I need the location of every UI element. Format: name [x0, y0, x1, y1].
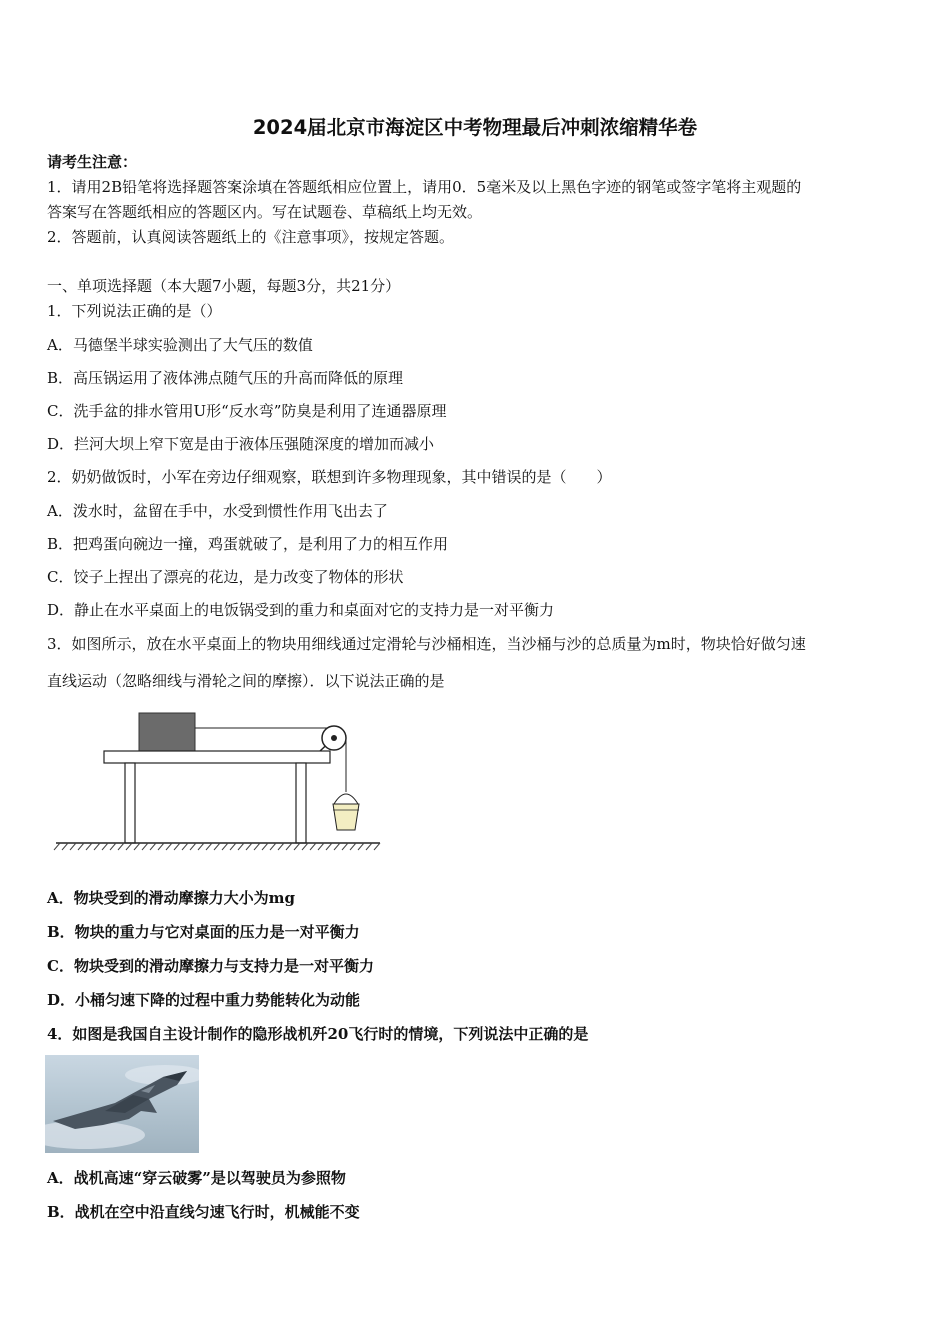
stealth-fighter-photo — [45, 1055, 199, 1153]
bucket-handle — [334, 794, 358, 804]
block — [139, 713, 195, 751]
question-3-option-d: D．小桶匀速下降的过程中重力势能转化为动能 — [47, 991, 361, 1009]
notice-heading: 请考生注意： — [47, 153, 138, 171]
ground-hatching — [54, 843, 380, 850]
section-heading: 一、单项选择题（本大题7小题，每题3分，共21分） — [47, 277, 401, 295]
fighter-jet-icon — [45, 1055, 199, 1153]
question-4-stem: 4．如图是我国自主设计制作的隐形战机歼20飞行时的情境，下列说法中正确的是 — [47, 1025, 589, 1043]
tabletop — [104, 751, 330, 763]
question-1-option-b: B．高压锅运用了液体沸点随气压的升高而降低的原理 — [47, 369, 404, 387]
question-4-option-b: B．战机在空中沿直线匀速飞行时，机械能不变 — [47, 1203, 360, 1221]
table-leg-left — [125, 763, 135, 843]
question-3-stem-line-2: 直线运动（忽略细线与滑轮之间的摩擦）．以下说法正确的是 — [47, 672, 445, 690]
question-2-option-b: B．把鸡蛋向碗边一撞，鸡蛋就破了，是利用了力的相互作用 — [47, 535, 449, 553]
question-1-option-c: C．洗手盆的排水管用U形“反水弯”防臭是利用了连通器原理 — [47, 402, 447, 420]
question-2-option-d: D．静止在水平桌面上的电饭锅受到的重力和桌面对它的支持力是一对平衡力 — [47, 601, 555, 619]
sand-bucket — [333, 804, 359, 830]
pulley-table-figure — [50, 700, 390, 860]
question-3-option-a: A．物块受到的滑动摩擦力大小为mg — [47, 889, 295, 907]
notice-item-2: 2．答题前，认真阅读答题纸上的《注意事项》，按规定答题。 — [47, 228, 455, 246]
notice-item-1-line-1: 1．请用2B铅笔将选择题答案涂填在答题纸相应位置上，请用0．5毫米及以上黑色字迹的钢笔或签字笔将主观题的 — [47, 178, 802, 196]
question-2-option-a: A．泼水时，盆留在手中，水受到惯性作用飞出去了 — [47, 502, 388, 520]
question-1-option-a: A．马德堡半球实验测出了大气压的数值 — [47, 336, 313, 354]
question-2-option-c: C．饺子上捏出了漂亮的花边，是力改变了物体的形状 — [47, 568, 404, 586]
question-1-stem: 1．下列说法正确的是（） — [47, 302, 222, 320]
question-3-option-c: C．物块受到的滑动摩擦力与支持力是一对平衡力 — [47, 957, 374, 975]
question-4-option-a: A．战机高速“穿云破雾”是以驾驶员为参照物 — [47, 1169, 346, 1187]
question-3-stem-line-1: 3．如图所示，放在水平桌面上的物块用细线通过定滑轮与沙桶相连，当沙桶与沙的总质量为m时，物块恰好做匀速 — [47, 635, 806, 653]
document-title: 2024届北京市海淀区中考物理最后冲刺浓缩精华卷 — [252, 116, 698, 139]
table-leg-right — [296, 763, 306, 843]
notice-item-1-line-2: 答案写在答题纸相应的答题区内。写在试题卷、草稿纸上均无效。 — [47, 203, 483, 221]
question-1-option-d: D．拦河大坝上窄下宽是由于液体压强随深度的增加而减小 — [47, 435, 435, 453]
question-2-stem: 2．奶奶做饭时，小军在旁边仔细观察，联想到许多物理现象，其中错误的是（ ） — [47, 468, 612, 486]
question-3-option-b: B．物块的重力与它对桌面的压力是一对平衡力 — [47, 923, 360, 941]
